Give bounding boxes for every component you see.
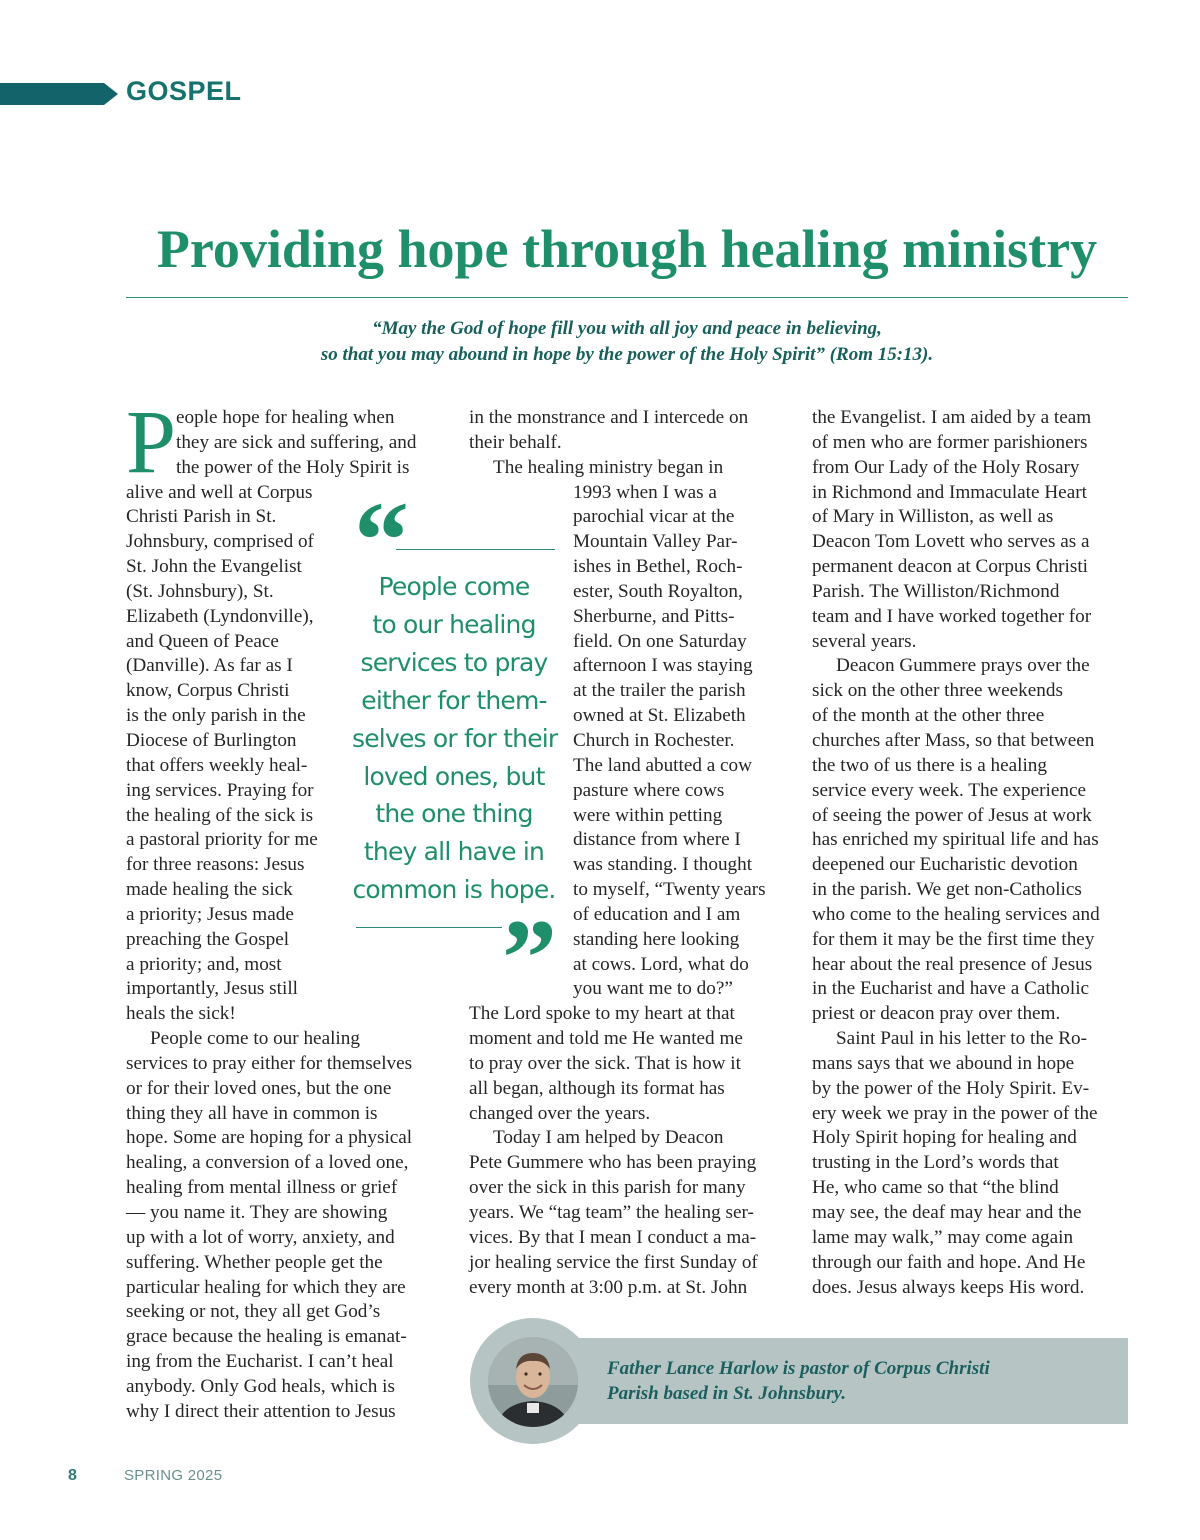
article-line: parochial vicar at the [573,506,735,528]
article-line: Deacon Gummere prays over the [836,655,1090,677]
article-line: — you name it. They are showing [126,1202,388,1223]
article-line: the power of the Holy Spirit is [176,456,410,478]
article-line: field. On one Saturday [573,630,747,652]
article-line: He, who came so that “the blind [812,1177,1059,1199]
article-line: Elizabeth (Lyndonville), [126,605,314,627]
article-line: owned at St. Elizabeth [573,705,746,727]
article-line: hope. Some are hoping for a physical [126,1127,413,1149]
section-marker-bar [0,83,104,105]
article-line: Deacon Tom Lovett who serves as a [812,531,1090,553]
article-line: Today I am helped by Deacon [493,1127,724,1149]
article-line: a priority; Jesus made [126,903,294,925]
article-line: in the monstrance and I intercede on [469,407,749,428]
section-label: GOSPEL [126,76,242,106]
pull-quote-rule-top [396,549,555,550]
article-line: thing they all have in common is [126,1102,378,1124]
article-line: mans says that we abound in hope [812,1052,1075,1074]
issue-label: SPRING 2025 [124,1467,223,1484]
article-line: The land abutted a cow [573,754,753,776]
article-line: vices. By that I mean I conduct a ma- [469,1226,757,1248]
open-quote-icon: “ [354,479,409,601]
article-line: churches after Mass, so that between [812,729,1095,751]
article-line: Pete Gummere who has been praying [469,1152,757,1174]
article-line: they are sick and suffering, and [176,431,417,453]
page-number: 8 [68,1467,77,1484]
article-line: People come to our healing [150,1028,360,1050]
article-line: moment and told me He wanted me [469,1028,743,1050]
article-line: preaching the Gospel [126,928,290,950]
article-line: Christi Parish in St. [126,506,277,528]
author-bio [607,1356,990,1406]
article-line: from Our Lady of the Holy Rosary [812,456,1080,478]
article-line: changed over the years. [469,1102,651,1124]
article-column-3 [812,406,1132,1300]
article-line: ery week we pray in the power of the [812,1102,1098,1124]
article-line: a priority; and, most [126,953,282,975]
article-line: eople hope for healing when [176,407,395,428]
article-line: priest or deacon pray over them. [812,1003,1061,1025]
article-line: you want me to do?” [573,978,733,1000]
pull-quote-line: the one thing [375,799,533,829]
article-line: know, Corpus Christi [126,680,290,702]
article-line: at cows. Lord, what do [573,953,749,975]
article-line: suffering. Whether people get the [126,1251,383,1273]
title-divider [126,297,1128,298]
article-line: (Danville). As far as I [126,655,293,677]
article-line: grace because the healing is emanat- [126,1326,407,1348]
article-line: deepened our Eucharistic devotion [812,854,1078,876]
pull-quote-line: loved ones, but [363,761,545,791]
article-line: service every week. The experience [812,779,1086,801]
article-line: ing services. Praying for [126,779,314,801]
article-line: Johnsbury, comprised of [126,531,314,553]
article-line: has enriched my spiritual life and has [812,829,1099,851]
pull-quote-line: selves or for their [352,723,558,753]
article-line: the Evangelist. I am aided by a team [812,407,1092,428]
article-line: a pastoral priority for me [126,829,318,851]
article-line: years. We “tag team” the healing ser- [469,1202,754,1223]
author-photo [488,1337,578,1427]
article-line: was standing. I thought [573,854,753,876]
article-line: (St. Johnsbury), St. [126,580,274,602]
author-bio-line: Parish based in St. Johnsbury. [607,1383,846,1404]
article-line: healing from mental illness or grief [126,1177,398,1199]
article-line: ing from the Eucharist. I can’t heal [126,1351,394,1373]
article-line: for three reasons: Jesus [126,854,305,876]
article-line: heals the sick! [126,1003,236,1025]
article-line: through our faith and hope. And He [812,1251,1086,1273]
article-line: why I direct their attention to Jesus [126,1400,396,1422]
article-line: of education and I am [573,903,741,925]
article-line: Diocese of Burlington [126,729,297,751]
article-line: made healing the sick [126,879,293,901]
article-line: The healing ministry began in [493,456,724,478]
article-line: up with a lot of worry, anxiety, and [126,1226,395,1248]
scripture-quote [126,316,1128,368]
article-title: Providing hope through healing ministry [156,219,1098,279]
pull-quote-line: either for them- [361,685,547,715]
article-line: all began, although its format has [469,1077,725,1099]
article-line: pasture where cows [573,779,725,801]
article-line: lame may walk,” may come again [812,1226,1074,1248]
article-line: importantly, Jesus still [126,978,298,1000]
article-line: and Queen of Peace [126,630,279,652]
article-line: seeking or not, they all get God’s [126,1301,381,1323]
article-line: by the power of the Holy Spirit. Ev- [812,1077,1090,1099]
article-line: Parish. The Williston/Richmond [812,580,1060,602]
article-line: ester, South Royalton, [573,580,743,602]
article-line: trusting in the Lord’s words that [812,1152,1059,1174]
article-line: particular healing for which they are [126,1276,406,1298]
pull-quote-line: they all have in [363,837,545,867]
article-line: of men who are former parishioners [812,431,1088,453]
article-line: in Richmond and Immaculate Heart [812,481,1087,503]
scripture-line: “May the God of hope fill you with all joy and peace in believing, [372,318,882,339]
article-line: standing here looking [573,928,740,950]
close-quote-icon: ” [502,897,557,1019]
scripture-line: so that you may abound in hope by the power of the Holy Spirit” (Rom 15:13). [320,344,934,365]
article-line: the healing of the sick is [126,804,314,826]
article-line: distance from where I [573,829,741,851]
article-line: jor healing service the first Sunday of [469,1251,758,1273]
article-line: St. John the Evangelist [126,556,302,578]
article-line: does. Jesus always keeps His word. [812,1276,1085,1298]
article-line: The Lord spoke to my heart at that [469,1003,735,1025]
article-line: is the only parish in the [126,705,306,727]
pull-quote-line: to our healing [372,609,536,639]
article-line: 1993 when I was a [573,481,717,503]
article-line: Church in Rochester. [573,729,735,751]
pull-quote-rule-bottom [356,927,502,928]
article-line: afternoon I was staying [573,655,753,677]
article-line: or for their loved ones, but the one [126,1077,392,1099]
article-line: services to pray either for themselves [126,1052,413,1074]
article-line: who come to the healing services and [812,903,1100,925]
article-line: Saint Paul in his letter to the Ro- [836,1028,1088,1050]
article-line: sick on the other three weekends [812,680,1063,702]
article-line: in the parish. We get non-Catholics [812,879,1082,901]
article-line: over the sick in this parish for many [469,1177,746,1199]
article-line: to myself, “Twenty years [573,879,766,901]
article-line: at the trailer the parish [573,680,746,702]
article-line: Sherburne, and Pitts- [573,605,735,627]
article-line: their behalf. [469,431,562,453]
article-line: the two of us there is a healing [812,754,1047,776]
article-line: of the month at the other three [812,705,1045,727]
article-line: Mountain Valley Par- [573,531,738,553]
article-line: anybody. Only God heals, which is [126,1375,395,1397]
article-line: ishes in Bethel, Roch- [573,556,743,578]
article-line: hear about the real presence of Jesus [812,953,1093,975]
article-line: were within petting [573,804,723,826]
article-line: may see, the deaf may hear and the [812,1202,1082,1223]
article-line: to pray over the sick. That is how it [469,1052,741,1074]
pull-quote [352,568,556,909]
article-line: every month at 3:00 p.m. at St. John [469,1276,748,1298]
article-line: several years. [812,630,917,652]
article-line: of seeing the power of Jesus at work [812,804,1092,826]
article-line: for them it may be the first time they [812,928,1095,950]
article-line: of Mary in Williston, as well as [812,506,1054,528]
author-bio-line: Father Lance Harlow is pastor of Corpus Christi [607,1358,990,1379]
pull-quote-line: services to pray [360,647,548,677]
pull-quote-line: common is hope. [352,875,556,905]
article-line: healing, a conversion of a loved one, [126,1152,409,1174]
article-line: alive and well at Corpus [126,481,313,503]
article-line: in the Eucharist and have a Catholic [812,978,1090,1000]
drop-cap: P [126,393,177,492]
article-line: Holy Spirit hoping for healing and [812,1127,1077,1149]
article-line: permanent deacon at Corpus Christi [812,556,1089,578]
article-line: team and I have worked together for [812,605,1092,627]
article-line: that offers weekly heal- [126,754,308,776]
section-arrow-icon [104,83,118,105]
pull-quote-line: People come [378,572,530,601]
